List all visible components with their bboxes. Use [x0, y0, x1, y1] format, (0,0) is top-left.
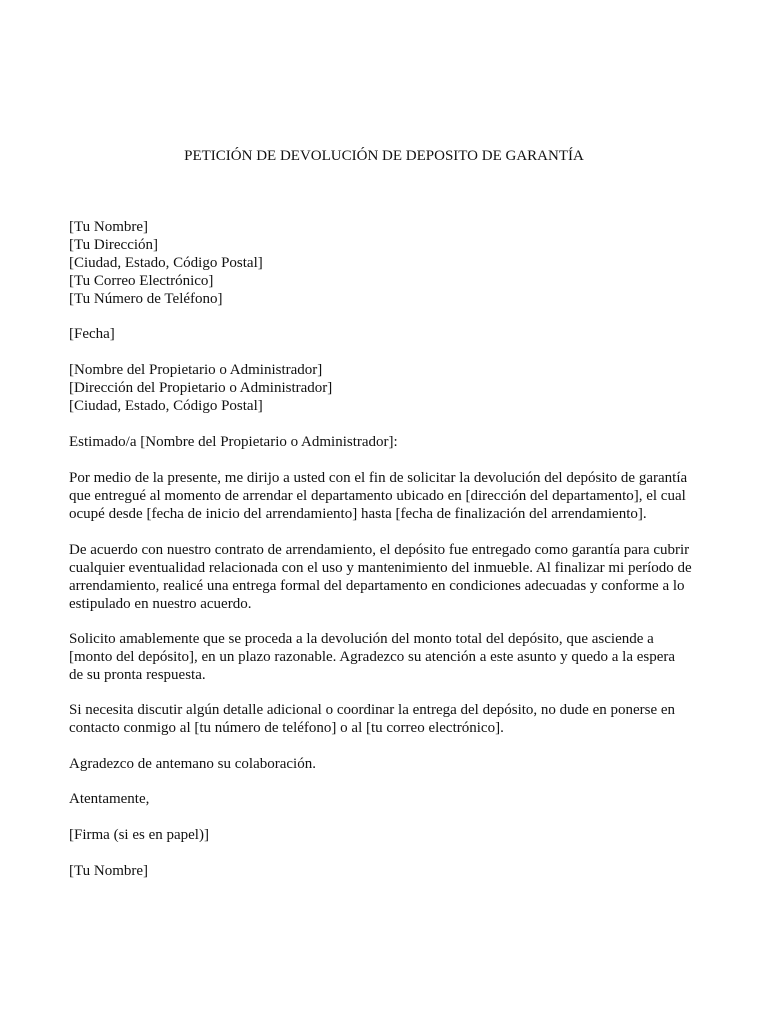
paragraph-4-line: contacto conmigo al [tu número de teléfono] o al [tu correo electrónico]. — [69, 720, 504, 736]
paragraph-4-line: Si necesita discutir algún detalle adicional o coordinar la entrega del depósito, no dude en ponerse en — [69, 702, 676, 718]
recipient-address: [Dirección del Propietario o Administrador] — [69, 380, 333, 396]
recipient-name: [Nombre del Propietario o Administrador] — [69, 362, 323, 378]
closing: Atentamente, — [69, 791, 150, 807]
signer-name: [Tu Nombre] — [69, 863, 149, 879]
sender-name: [Tu Nombre] — [69, 219, 149, 235]
document-title: PETICIÓN DE DEVOLUCIÓN DE DEPOSITO DE GARANTÍA — [184, 148, 584, 164]
paragraph-2-line: estipulado en nuestro acuerdo. — [69, 596, 252, 612]
recipient-city: [Ciudad, Estado, Código Postal] — [69, 398, 263, 414]
paragraph-3-line: Solicito amablemente que se proceda a la devolución del monto total del depósito, que asciende a — [69, 631, 654, 647]
paragraph-3-line: [monto del depósito], en un plazo razonable. Agradezco su atención a este asunto y quedo a la espera — [69, 649, 676, 665]
sender-phone: [Tu Número de Teléfono] — [69, 291, 223, 307]
paragraph-2-line: cualquier eventualidad relacionada con el uso y mantenimiento del inmueble. Al finalizar mi período de — [69, 560, 692, 576]
paragraph-2-line: arrendamiento, realicé una entrega formal del departamento en condiciones adecuadas y conforme a lo — [69, 578, 685, 594]
sender-address: [Tu Dirección] — [69, 237, 159, 253]
paragraph-1-line: Por medio de la presente, me dirijo a usted con el fin de solicitar la devolución del depósito de garantía — [69, 470, 688, 486]
thanks-line: Agradezco de antemano su colaboración. — [69, 756, 316, 772]
sender-city: [Ciudad, Estado, Código Postal] — [69, 255, 263, 271]
sender-email: [Tu Correo Electrónico] — [69, 273, 214, 289]
paragraph-1-line: ocupé desde [fecha de inicio del arrendamiento] hasta [fecha de finalización del arrendamiento]. — [69, 506, 647, 522]
paragraph-2-line: De acuerdo con nuestro contrato de arrendamiento, el depósito fue entregado como garantía para cubrir — [69, 542, 690, 558]
paragraph-3-line: de su pronta respuesta. — [69, 667, 206, 683]
letter-date: [Fecha] — [69, 326, 115, 342]
paragraph-1-line: que entregué al momento de arrendar el departamento ubicado en [dirección del departamento], el cual — [69, 488, 686, 504]
salutation: Estimado/a [Nombre del Propietario o Administrador]: — [69, 434, 398, 450]
signature-placeholder: [Firma (si es en papel)] — [69, 827, 209, 843]
